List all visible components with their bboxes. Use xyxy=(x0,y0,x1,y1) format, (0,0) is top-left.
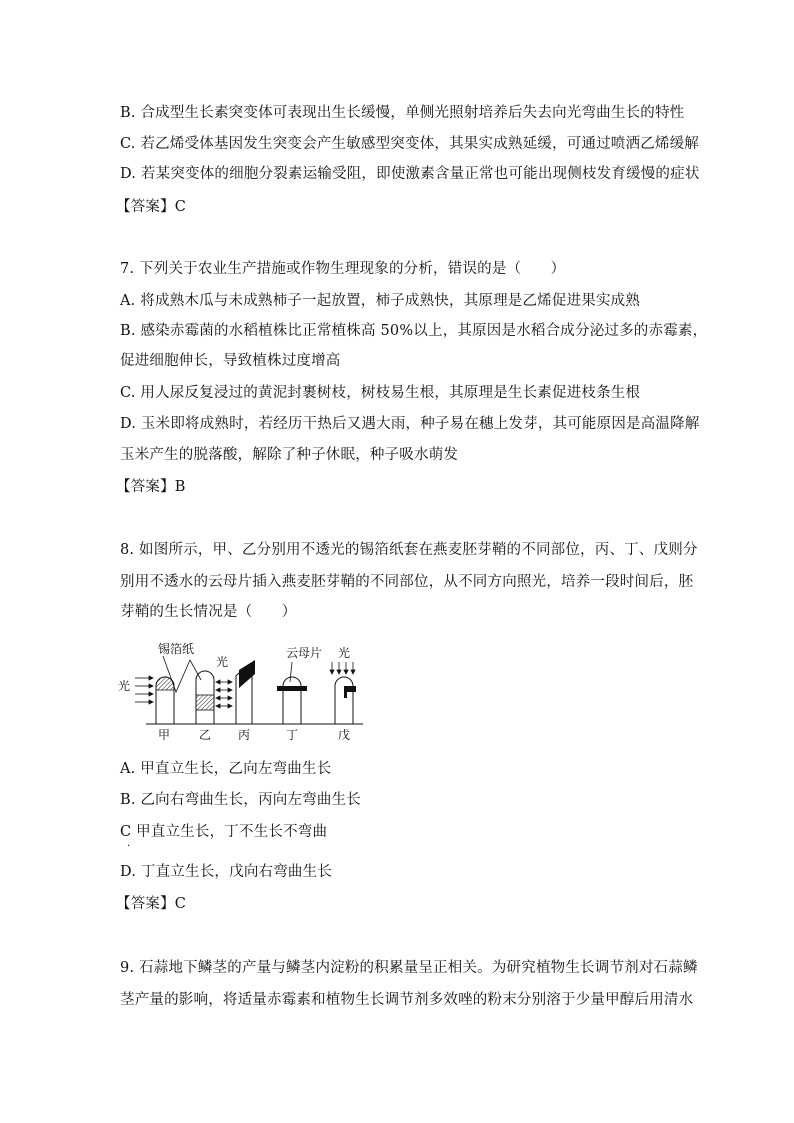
q8-option-c: C 甲直立生长，丁不生长不弯曲 xyxy=(120,824,328,840)
light-label-top: 光 xyxy=(338,646,351,660)
light-label-left: 光 xyxy=(118,679,131,693)
q8-option-a: A. 甲直立生长，乙向左弯曲生长 xyxy=(120,761,332,777)
light-arrows-left xyxy=(135,676,153,704)
light-label-mid: 光 xyxy=(216,655,229,669)
label-bing: 丙 xyxy=(238,728,251,740)
q9-stem-line1: 9. 石蒜地下鳞茎的产量与鳞茎内淀粉的积累量呈正相关。为研究植物生长调节剂对石蒜鳞 xyxy=(120,960,698,976)
q8-stem-line2: 别用不透水的云母片插入燕麦胚芽鞘的不同部位，从不同方向照光，培养一段时间后，胚 xyxy=(120,574,694,590)
q6-option-b: B. 合成型生长素突变体可表现出生长缓慢，单侧光照射培养后失去向光弯曲生长的特性 xyxy=(120,105,685,121)
q8-option-d: D. 丁直立生长，戊向右弯曲生长 xyxy=(120,864,333,880)
light-arrows-top xyxy=(330,662,355,674)
mica-label: 云母片 xyxy=(286,646,323,660)
q6-option-d: D. 若某突变体的细胞分裂素运输受阻，即使激素含量正常也可能出现侧枝发育缓慢的症状 xyxy=(120,166,700,182)
q7-option-a: A. 将成熟木瓜与未成熟柿子一起放置，柿子成熟快，其原理是乙烯促进果实成熟 xyxy=(120,293,641,309)
foil-label: 锡箔纸 xyxy=(158,642,195,656)
coleoptile-figure xyxy=(118,640,368,740)
q7-option-b-line2: 促进细胞伸长，导致植株过度增高 xyxy=(120,353,341,369)
coleoptile-wu xyxy=(335,677,356,724)
q7-option-c: C. 用人尿反复浸过的黄泥封裹树枝，树枝易生根，其原理是生长素促进枝条生根 xyxy=(120,385,641,401)
q8-stem-line3: 芽鞘的生长情况是（ ） xyxy=(120,604,297,620)
q7-answer: 【答案】B xyxy=(116,479,186,495)
label-yi: 乙 xyxy=(199,728,212,740)
coleoptile-bing xyxy=(236,660,255,724)
q9-stem-line2: 茎产量的影响，将适量赤霉素和植物生长调节剂多效唑的粉末分别溶于少量甲醇后用清水 xyxy=(120,992,694,1008)
label-ding: 丁 xyxy=(286,728,299,740)
q7-stem: 7. 下列关于农业生产措施或作物生理现象的分析，错误的是（ ） xyxy=(120,261,566,277)
coleoptile-jia xyxy=(156,677,174,724)
q7-option-d-line2: 玉米产生的脱落酸，解除了种子休眠，种子吸水萌发 xyxy=(120,447,459,463)
option-c-dot: · xyxy=(127,841,131,852)
q8-answer: 【答案】C xyxy=(116,896,187,912)
q7-option-b-line1: B. 感染赤霉菌的水稻植株比正常植株高 50%以上，其原因是水稻合成分泌过多的赤霉素， xyxy=(120,323,708,339)
q7-option-d-line1: D. 玉米即将成熟时，若经历干热后又遇大雨，种子易在穗上发芽，其可能原因是高温降解 xyxy=(120,416,700,432)
label-wu: 戊 xyxy=(338,728,351,740)
light-arrows-bidirectional xyxy=(216,680,232,708)
q8-stem-line1: 8. 如图所示，甲、乙分别用不透光的锡箔纸套在燕麦胚芽鞘的不同部位，丙、丁、戊则分 xyxy=(120,542,698,558)
label-jia: 甲 xyxy=(158,728,171,740)
q6-answer: 【答案】C xyxy=(116,199,187,215)
coleoptile-ding xyxy=(277,662,307,724)
coleoptile-yi xyxy=(196,671,214,724)
q6-option-c: C. 若乙烯受体基因发生突变会产生敏感型突变体，其果实成熟延缓，可通过喷洒乙烯缓解 xyxy=(120,136,699,152)
q8-option-b: B. 乙向右弯曲生长，丙向左弯曲生长 xyxy=(120,792,361,808)
